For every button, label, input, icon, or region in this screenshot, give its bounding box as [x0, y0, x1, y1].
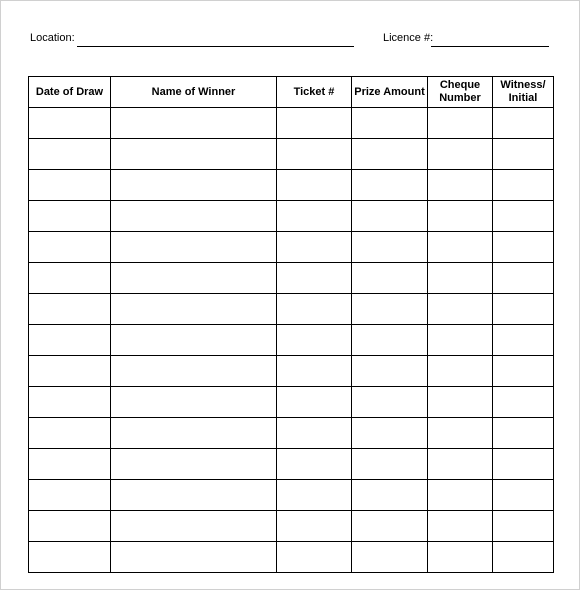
table-cell[interactable] — [111, 418, 277, 449]
table-cell[interactable] — [352, 325, 428, 356]
table-cell[interactable] — [29, 139, 111, 170]
table-cell[interactable] — [29, 387, 111, 418]
column-header-witness-initial: Witness/ Initial — [493, 77, 554, 108]
table-cell[interactable] — [493, 139, 554, 170]
table-cell[interactable] — [29, 418, 111, 449]
table-cell[interactable] — [428, 356, 493, 387]
table-row — [29, 108, 554, 139]
table-cell[interactable] — [352, 542, 428, 573]
table-cell[interactable] — [428, 387, 493, 418]
table-cell[interactable] — [493, 418, 554, 449]
table-cell[interactable] — [111, 108, 277, 139]
table-cell[interactable] — [277, 139, 352, 170]
table-cell[interactable] — [352, 263, 428, 294]
table-row — [29, 170, 554, 201]
table-cell[interactable] — [428, 108, 493, 139]
table-row — [29, 387, 554, 418]
table-cell[interactable] — [352, 511, 428, 542]
table-cell[interactable] — [493, 201, 554, 232]
table-cell[interactable] — [111, 325, 277, 356]
table-cell[interactable] — [111, 294, 277, 325]
table-cell[interactable] — [493, 480, 554, 511]
table-cell[interactable] — [111, 542, 277, 573]
table-cell[interactable] — [352, 201, 428, 232]
table-cell[interactable] — [29, 108, 111, 139]
table-cell[interactable] — [277, 201, 352, 232]
table-cell[interactable] — [111, 139, 277, 170]
table-cell[interactable] — [493, 387, 554, 418]
table-cell[interactable] — [493, 449, 554, 480]
table-cell[interactable] — [29, 449, 111, 480]
table-cell[interactable] — [428, 201, 493, 232]
table-cell[interactable] — [29, 294, 111, 325]
table-cell[interactable] — [352, 139, 428, 170]
table-cell[interactable] — [352, 108, 428, 139]
table-cell[interactable] — [277, 387, 352, 418]
table-cell[interactable] — [352, 170, 428, 201]
column-header-date-of-draw: Date of Draw — [29, 77, 111, 108]
table-cell[interactable] — [277, 418, 352, 449]
table-cell[interactable] — [428, 449, 493, 480]
table-cell[interactable] — [277, 232, 352, 263]
table-cell[interactable] — [277, 449, 352, 480]
table-cell[interactable] — [277, 108, 352, 139]
table-cell[interactable] — [277, 325, 352, 356]
table-cell[interactable] — [352, 356, 428, 387]
table-cell[interactable] — [493, 325, 554, 356]
table-cell[interactable] — [493, 170, 554, 201]
table-cell[interactable] — [428, 294, 493, 325]
table-row — [29, 139, 554, 170]
column-header-prize-amount: Prize Amount — [352, 77, 428, 108]
table-header-row — [29, 77, 554, 108]
table-row — [29, 480, 554, 511]
table-cell[interactable] — [277, 480, 352, 511]
table-cell[interactable] — [29, 480, 111, 511]
table-cell[interactable] — [428, 232, 493, 263]
table-cell[interactable] — [111, 511, 277, 542]
table-cell[interactable] — [428, 325, 493, 356]
table-cell[interactable] — [352, 418, 428, 449]
table-row — [29, 232, 554, 263]
table-cell[interactable] — [111, 480, 277, 511]
table-row — [29, 418, 554, 449]
column-header-name-of-winner: Name of Winner — [111, 77, 277, 108]
table-row — [29, 201, 554, 232]
table-cell[interactable] — [111, 387, 277, 418]
table-cell[interactable] — [428, 170, 493, 201]
table-cell[interactable] — [29, 511, 111, 542]
table-cell[interactable] — [29, 201, 111, 232]
location-field[interactable] — [77, 46, 354, 47]
table-cell[interactable] — [352, 294, 428, 325]
table-cell[interactable] — [277, 170, 352, 201]
form-header — [0, 32, 580, 50]
table-cell[interactable] — [352, 232, 428, 263]
table-cell[interactable] — [493, 263, 554, 294]
table-cell[interactable] — [29, 356, 111, 387]
table-cell[interactable] — [352, 449, 428, 480]
table-row — [29, 449, 554, 480]
table-cell[interactable] — [493, 108, 554, 139]
table-cell[interactable] — [111, 263, 277, 294]
table-cell[interactable] — [29, 542, 111, 573]
table-cell[interactable] — [277, 511, 352, 542]
table-cell[interactable] — [428, 139, 493, 170]
table-cell[interactable] — [277, 542, 352, 573]
table-cell[interactable] — [29, 263, 111, 294]
table-cell[interactable] — [29, 170, 111, 201]
table-cell[interactable] — [277, 356, 352, 387]
table-cell[interactable] — [111, 170, 277, 201]
column-header-ticket-number: Ticket # — [277, 77, 352, 108]
table-cell[interactable] — [277, 263, 352, 294]
table-cell[interactable] — [428, 511, 493, 542]
licence-label: Licence #: — [383, 32, 434, 44]
table-cell[interactable] — [111, 232, 277, 263]
table-cell[interactable] — [111, 356, 277, 387]
table-row — [29, 294, 554, 325]
table-cell[interactable] — [428, 480, 493, 511]
table-cell[interactable] — [111, 449, 277, 480]
table-cell[interactable] — [493, 294, 554, 325]
table-cell[interactable] — [111, 201, 277, 232]
table-cell[interactable] — [428, 418, 493, 449]
prize-winner-table — [28, 76, 554, 573]
table-cell[interactable] — [493, 356, 554, 387]
table-cell[interactable] — [29, 232, 111, 263]
table-cell[interactable] — [493, 511, 554, 542]
table-cell[interactable] — [277, 294, 352, 325]
table-cell[interactable] — [428, 263, 493, 294]
table-cell[interactable] — [352, 387, 428, 418]
licence-field[interactable] — [431, 46, 549, 47]
table-cell[interactable] — [29, 325, 111, 356]
table-cell[interactable] — [352, 480, 428, 511]
table-row — [29, 325, 554, 356]
table-cell[interactable] — [493, 232, 554, 263]
column-header-cheque-number: Cheque Number — [428, 77, 493, 108]
table-row — [29, 356, 554, 387]
table-row — [29, 263, 554, 294]
table-cell[interactable] — [493, 542, 554, 573]
location-label: Location: — [30, 32, 75, 44]
table-cell[interactable] — [428, 542, 493, 573]
table-row — [29, 542, 554, 573]
table-row — [29, 511, 554, 542]
